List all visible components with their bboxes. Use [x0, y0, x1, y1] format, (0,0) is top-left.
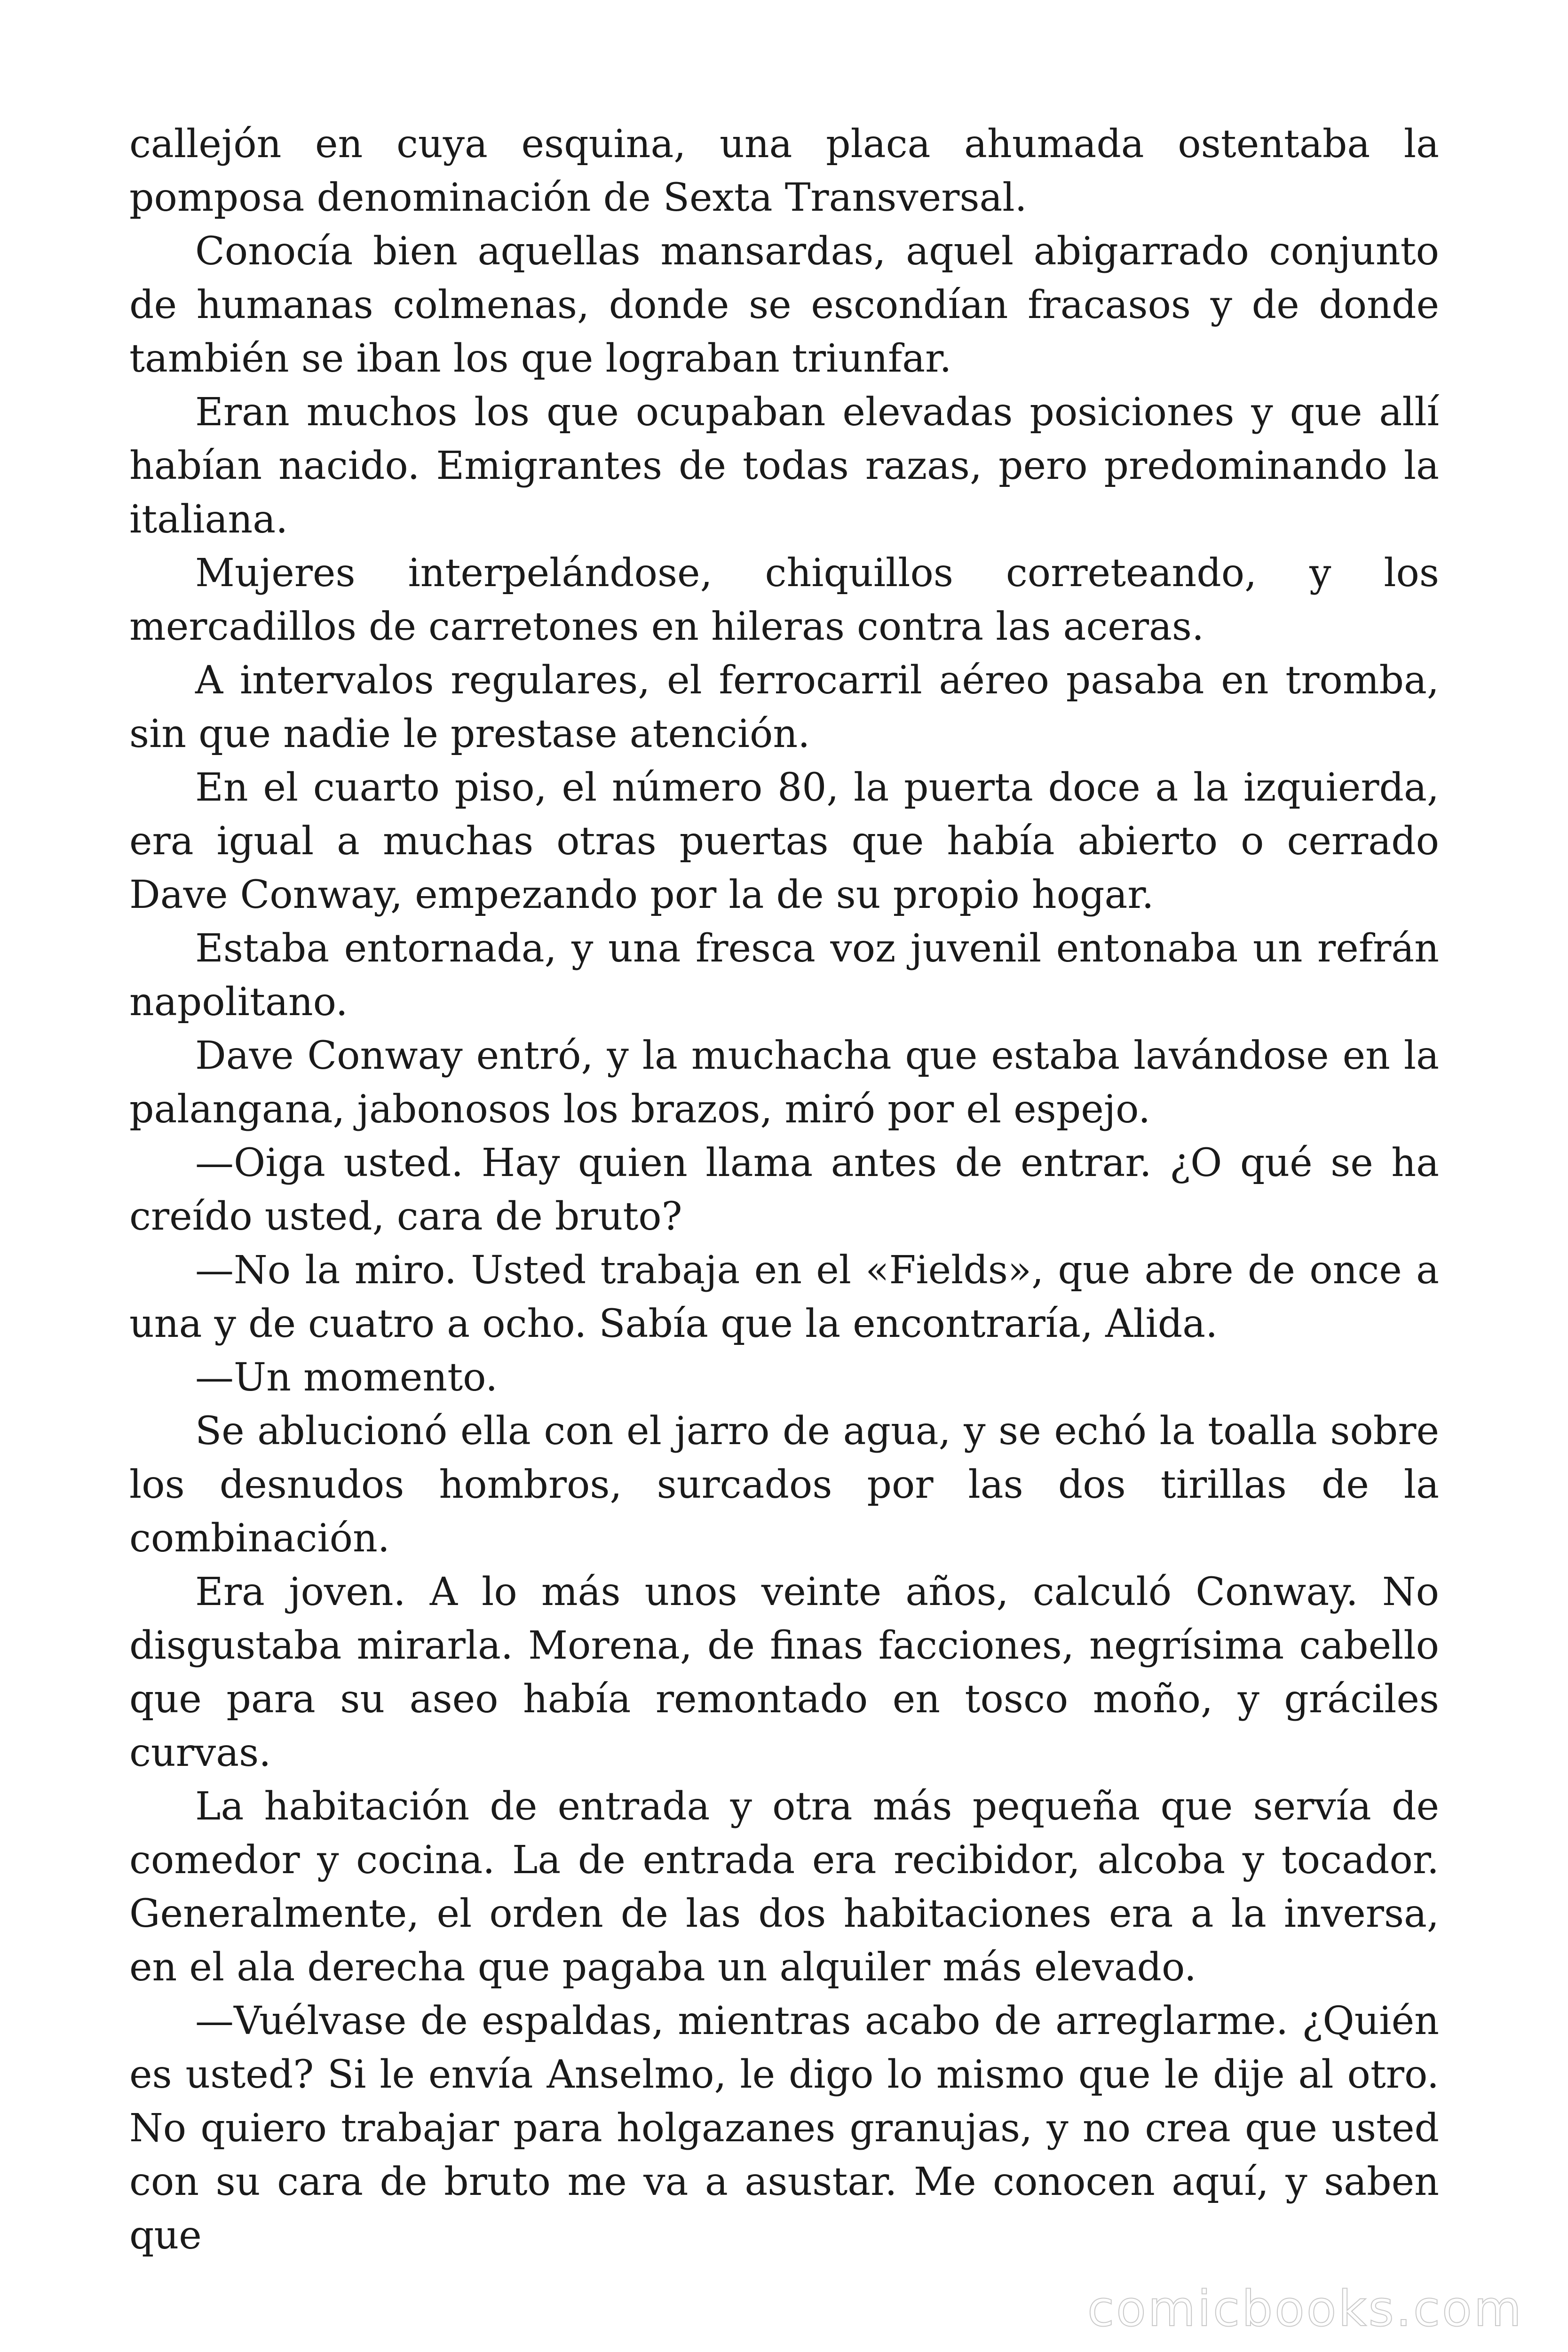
paragraph: callejón en cuya esquina, una placa ahumada ostentaba la pomposa denominación de Sexta Transversal. — [129, 122, 1439, 220]
dialogue-paragraph: —Un momento. — [195, 1355, 498, 1400]
paragraph: En el cuarto piso, el número 80, la puerta doce a la izquierda, era igual a muchas otras puertas que había abierto o cerrado Dave Conway, empezando por la de su propio hogar. — [129, 765, 1439, 917]
paragraph: La habitación de entrada y otra más pequeña que servía de comedor y cocina. La de entrada era recibidor, alcoba y tocador. Generalmente, el orden de las dos habitaciones era a la inversa, en el ala derecha que pagaba un alquiler más elevado. — [129, 1784, 1439, 1990]
dialogue-paragraph: —Oiga usted. Hay quien llama antes de entrar. ¿O qué se ha creído usted, cara de bruto? — [129, 1141, 1439, 1239]
paragraph: Estaba entornada, y una fresca voz juvenil entonaba un refrán napolitano. — [129, 926, 1439, 1025]
paragraph: Mujeres interpelándose, chiquillos correteando, y los mercadillos de carretones en hileras contra las aceras. — [129, 551, 1439, 649]
paragraph: Se ablucionó ella con el jarro de agua, y se echó la toalla sobre los desnudos hombros, surcados por las dos tirillas de la combinación. — [129, 1409, 1439, 1561]
paragraph: Conocía bien aquellas mansardas, aquel abigarrado conjunto de humanas colmenas, donde se escondían fracasos y de donde también se iban los que lograban triunfar. — [129, 229, 1439, 381]
watermark: comicbooks.com — [1087, 2280, 1523, 2337]
body-text — [129, 118, 1439, 2263]
paragraph: Eran muchos los que ocupaban elevadas posiciones y que allí habían nacido. Emigrantes de todas razas, pero predominando la italiana. — [129, 390, 1439, 542]
paragraph: Dave Conway entró, y la muchacha que estaba lavándose en la palangana, jabonosos los brazos, miró por el espejo. — [129, 1033, 1439, 1132]
dialogue-paragraph: —No la miro. Usted trabaja en el «Fields», que abre de once a una y de cuatro a ocho. Sabía que la encontraría, Alida. — [129, 1248, 1439, 1346]
paragraph: A intervalos regulares, el ferrocarril aéreo pasaba en tromba, sin que nadie le prestase atención. — [129, 658, 1439, 756]
paragraph: Era joven. A lo más unos veinte años, calculó Conway. No disgustaba mirarla. Morena, de finas facciones, negrísima cabello que para su aseo había remontado en tosco moño, y gráciles curvas. — [129, 1570, 1439, 1775]
dialogue-paragraph: —Vuélvase de espaldas, mientras acabo de arreglarme. ¿Quién es usted? Si le envía Anselmo, le digo lo mismo que le dije al otro. No quiero trabajar para holgazanes granujas, y no crea que usted con su cara de bruto me va a asustar. Me conocen aquí, y saben que — [129, 1999, 1439, 2258]
